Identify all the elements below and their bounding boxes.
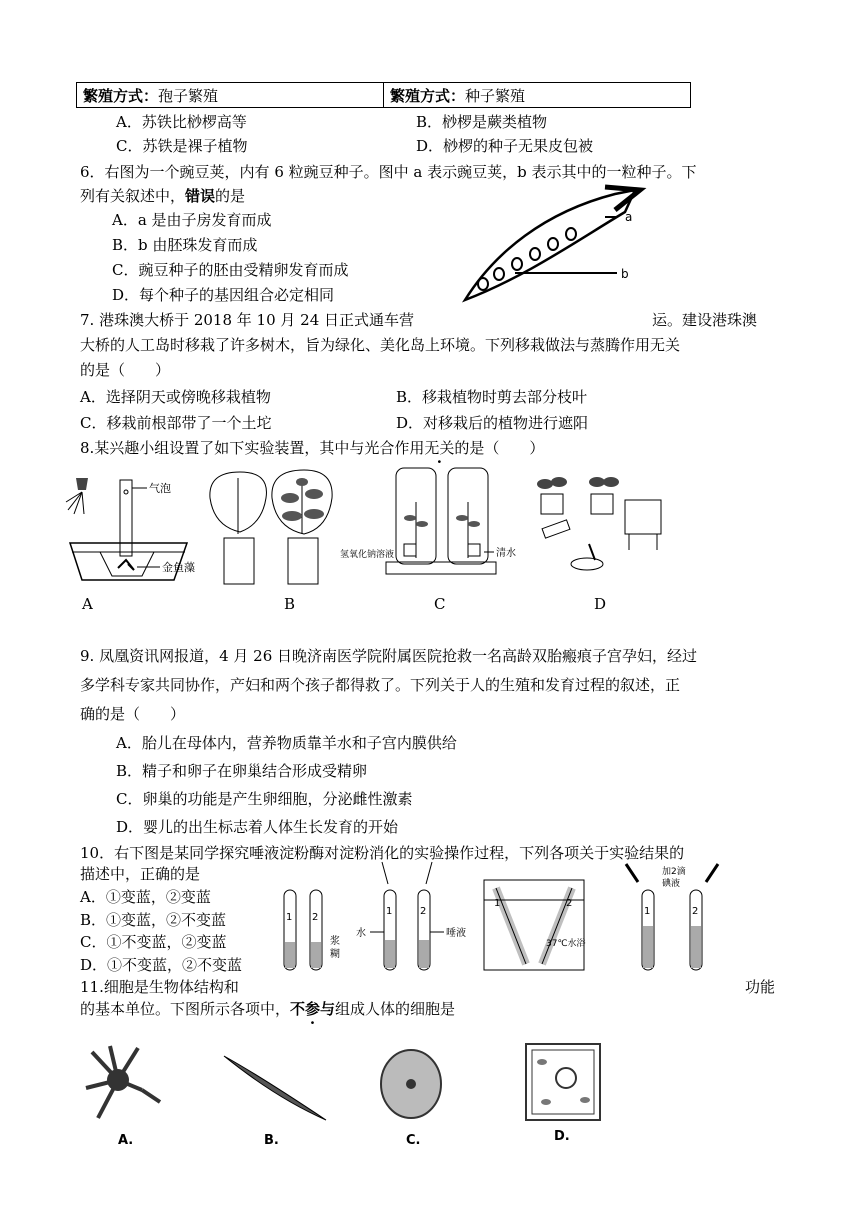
tube-2-label: 2 (420, 906, 427, 917)
table-cell-left (77, 83, 384, 108)
cell-label-d: D. (554, 1129, 570, 1144)
label-b: b (621, 267, 629, 281)
q11-stem-line2 (80, 999, 455, 1019)
q10-option-a: A．①变蓝，②变蓝 (80, 888, 211, 906)
q10-stem-line1: 10．右下图是某同学探究唾液淀粉酶对淀粉消化的实验操作过程，下列各项关于实验结果的 (80, 844, 685, 862)
saliva-experiment-figure (270, 860, 740, 975)
pot-2 (591, 494, 613, 514)
bubble-icon (124, 490, 128, 494)
cell-label-c: C. (406, 1133, 421, 1148)
q10-option-d: D．①不变蓝，②不变蓝 (80, 956, 243, 974)
q9-option-b: B．精子和卵子在卵巢结合形成受精卵 (116, 762, 368, 780)
step-1-tubes (284, 890, 322, 970)
tube-1-label: 1 (644, 906, 651, 917)
q8-stem (80, 438, 544, 458)
pot-1 (541, 494, 563, 514)
q11-stem-line1-right: 功能 (745, 978, 776, 996)
q11-stem-emphasis: 不参与 (290, 1000, 336, 1018)
q7-stem-line1-left: 7. 港珠澳大桥于 2018 年 10 月 24 日正式通车营 (80, 311, 415, 329)
experiment-d-figure (525, 470, 675, 580)
q11-stem-text: 的基本单位。下图所示各项中， (80, 1000, 291, 1018)
q5-option-c: C．苏铁是裸子植物 (116, 137, 248, 155)
q8-stem-text: 的是（ ） (454, 439, 545, 457)
q8-stem-text: 8.某兴趣小组设置了如下实验装置，其中与光合作用 (80, 439, 425, 457)
q10-stem-line2: 描述中，正确的是 (80, 865, 201, 883)
cell-label-b: B. (264, 1133, 279, 1148)
fig-label-b: B (284, 595, 296, 613)
flask-left (224, 538, 254, 584)
tube-2-label: 2 (692, 906, 699, 917)
label-water: 清水 (496, 548, 516, 559)
chloroplasts (537, 1059, 590, 1105)
water-bath (625, 500, 661, 534)
q11-stem-line1-left: 11.细胞是生物体结构和 (80, 978, 239, 996)
algae (118, 560, 134, 570)
q6-option-c: C．豌豆种子的胚由受精卵发育而成 (112, 261, 349, 279)
flask-right (288, 538, 318, 584)
q7-stem-line2: 大桥的人工岛时移栽了许多树木，旨为绿化、美化岛上环境。下列移栽做法与蒸腾作用无关 (80, 336, 681, 354)
tube-1-label: 1 (494, 898, 501, 909)
label-naoh: 氢氧化钠溶液 (340, 550, 395, 560)
label-algae: 金鱼藻 (162, 561, 195, 574)
leaf-sample (542, 520, 570, 538)
q6-stem-text: 列有关叙述中， (80, 187, 186, 205)
fig-label-d: D (594, 595, 607, 613)
cell-value: 孢子繁殖 (158, 86, 219, 105)
cell-value: 种子繁殖 (465, 86, 526, 105)
neuron-body (107, 1069, 129, 1091)
label-bubble: 气泡 (149, 482, 171, 495)
q9-option-d: D．婴儿的出生标志着人体生长发育的开始 (116, 818, 399, 836)
tube-1-label: 1 (386, 906, 393, 917)
dish-left (404, 544, 416, 556)
q8-stem-emphasis: 无关 (424, 439, 455, 457)
step-2-tubes (382, 862, 432, 970)
cell-figures (80, 1040, 640, 1150)
pot-leaves (537, 477, 619, 489)
cell-label-a: A. (118, 1133, 134, 1148)
q7-stem-line3: 的是（ ） (80, 361, 171, 379)
tube-2-label: 2 (566, 898, 573, 909)
experiment-a-figure (62, 468, 197, 588)
q7-option-b: B．移栽植物时剪去部分枝叶 (396, 388, 588, 406)
q5-option-b: B．桫椤是蕨类植物 (416, 113, 548, 131)
q6-stem-emphasis: 错误 (185, 187, 216, 205)
step-3-beaker (484, 880, 584, 970)
cell-label: 繁殖方式： (390, 86, 466, 105)
light-rays (66, 492, 84, 514)
q9-stem-line2: 多学科专家共同协作，产妇和两个孩子都得救了。下列关于人的生殖和发育过程的叙述，正 (80, 676, 681, 694)
lamp-icon (76, 478, 88, 490)
cell-label: 繁殖方式： (83, 86, 159, 105)
q6-stem-line1: 6．右图为一个豌豆荚，内有 6 粒豌豆种子。图中 a 表示豌豆荚，b 表示其中的一粒种子。下 (80, 163, 697, 181)
q9-option-c: C．卵巢的功能是产生卵细胞，分泌雌性激素 (116, 790, 413, 808)
q6-stem-line2 (80, 186, 245, 206)
q9-stem-line3: 确的是（ ） (80, 705, 186, 723)
q5-option-a: A．苏铁比桫椤高等 (116, 113, 247, 131)
pea-pod-tip (605, 187, 640, 210)
q10-option-c: C．①不变蓝，②变蓝 (80, 933, 227, 951)
fig-label-c: C (434, 595, 446, 613)
muscle-cell (224, 1056, 326, 1120)
pea-pod-figure (455, 182, 655, 312)
reproduction-table (76, 82, 691, 108)
tube-1-label: 1 (286, 912, 293, 923)
experiment-b-figure (200, 468, 340, 588)
q7-option-c: C．移栽前根部带了一个土坨 (80, 414, 272, 432)
label-saliva: 唾液 (446, 928, 466, 939)
label-water: 水 (356, 928, 366, 939)
label-iodine-1: 加2滴 (662, 867, 686, 877)
label-starch-1: 浆 (330, 936, 340, 947)
plant-cell-wall (526, 1044, 600, 1120)
q6-option-d: D．每个种子的基因组合必定相同 (112, 286, 335, 304)
q7-option-a: A．选择阴天或傍晚移栽植物 (80, 388, 271, 406)
q10-option-b: B．①变蓝，②不变蓝 (80, 911, 227, 929)
q6-option-b: B．b 由胚珠发育而成 (112, 236, 258, 254)
pea-seeds (478, 228, 576, 290)
experiment-c-figure (338, 462, 518, 584)
q6-option-a: A．a 是由子房发育而成 (112, 211, 272, 229)
plant-leaves (404, 515, 480, 527)
table-cell-right (384, 83, 691, 108)
petri-dish (571, 558, 603, 570)
label-iodine-2: 碘液 (662, 879, 681, 889)
cell-nucleus (406, 1079, 416, 1089)
q5-option-d: D．桫椤的种子无果皮包被 (416, 137, 594, 155)
q7-stem-line1-right: 运。建设港珠澳 (652, 311, 758, 329)
plant-cell-nucleus (556, 1068, 576, 1088)
tube-2-label: 2 (312, 912, 319, 923)
test-tube (120, 480, 132, 556)
pea-pod-outline (465, 190, 635, 300)
q9-stem-line1: 9. 凤凰资讯网报道，4 月 26 日晚济南医学院附属医院抢救一名高龄双胎瘢痕子宫孕妇，经过 (80, 647, 698, 665)
q11-stem-text: 组成人体的细胞是 (335, 1000, 456, 1018)
fig-label-a: A (82, 595, 93, 613)
dish-right (468, 544, 480, 556)
label-a: a (625, 210, 633, 224)
q9-option-a: A．胎儿在母体内，营养物质靠羊水和子宫内膜供给 (116, 734, 457, 752)
label-water-bath: 37℃水浴 (546, 939, 586, 949)
label-starch-2: 糊 (330, 949, 340, 960)
q7-option-d: D．对移栽后的植物进行遮阳 (396, 414, 589, 432)
q6-stem-text: 的是 (215, 187, 246, 205)
